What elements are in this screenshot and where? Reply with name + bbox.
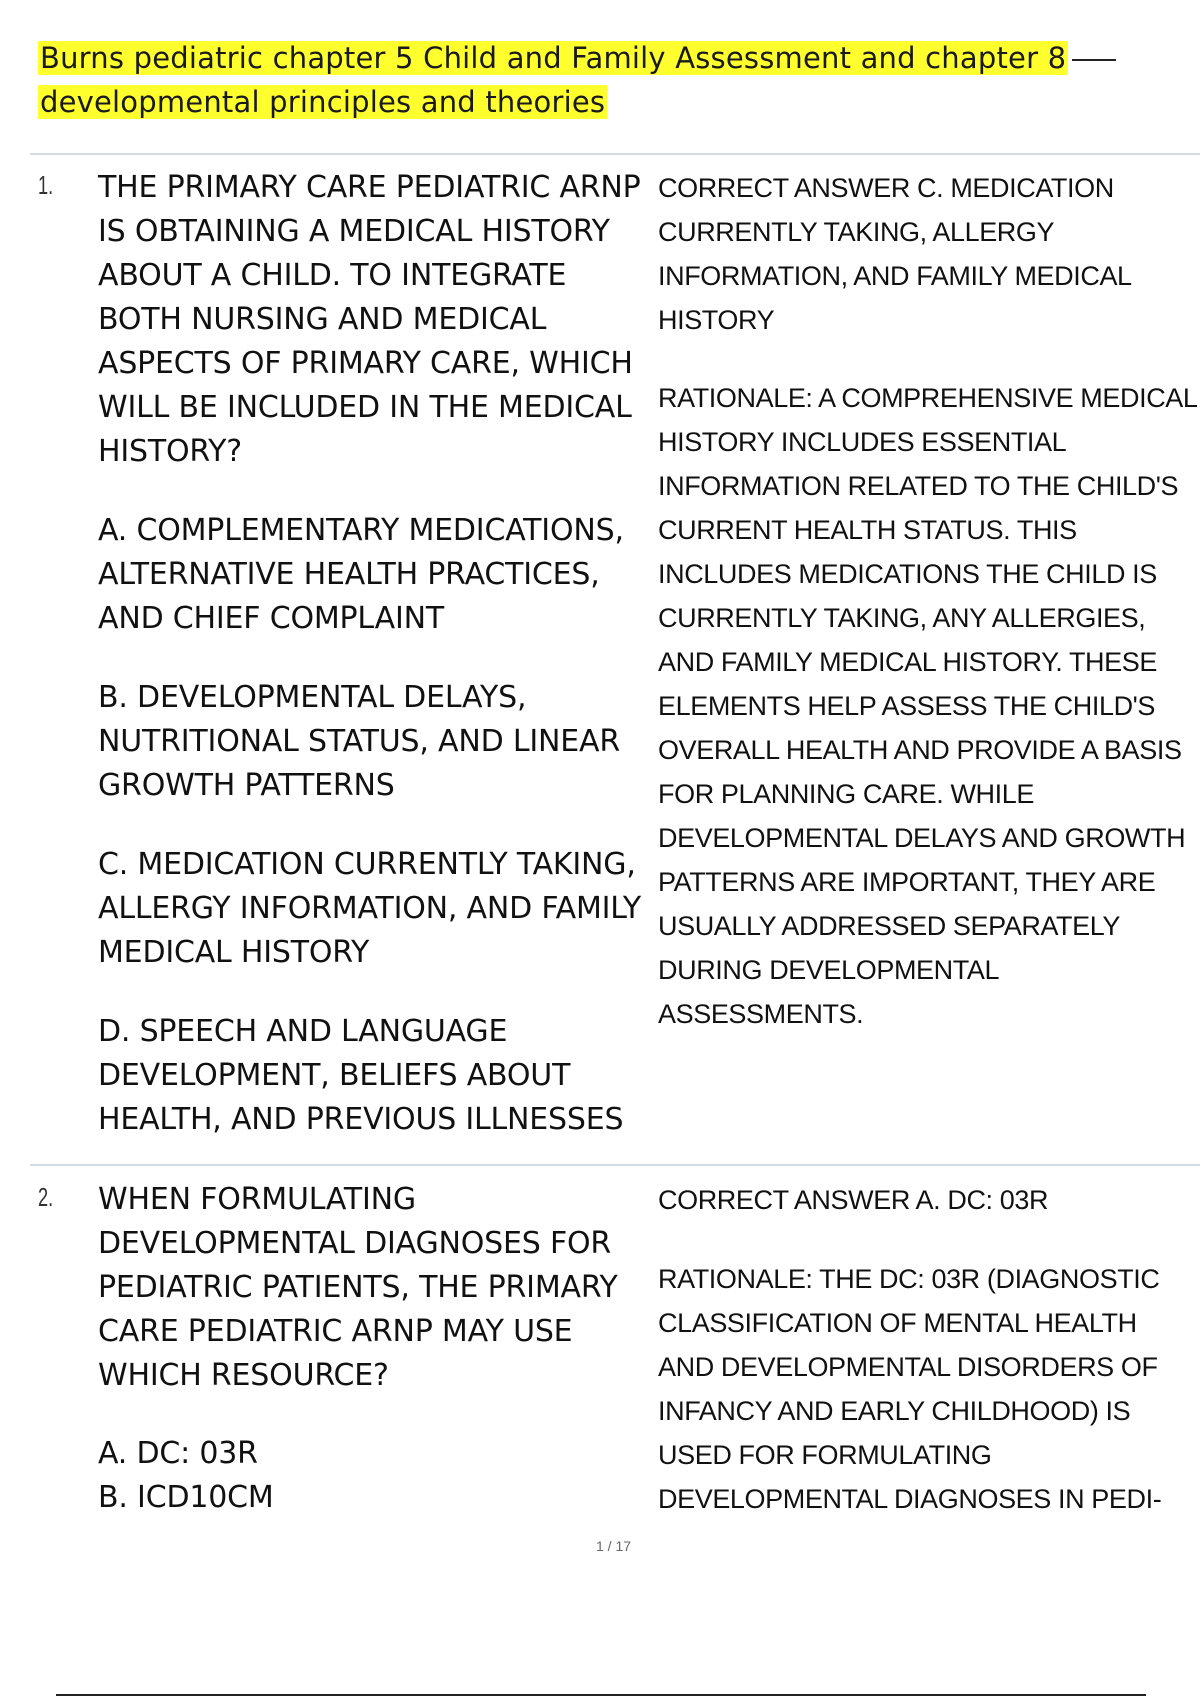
document-title	[38, 36, 1148, 124]
question-2-text: WHEN FORMULATING DEVELOPMENTAL DIAGNOSES FOR PEDIATRIC PATIENTS, THE PRIMARY CARE PEDIATRIC ARNP MAY USE WHICH RESOURCE?	[98, 1182, 618, 1393]
answer-2	[658, 1178, 1198, 1521]
answer-1	[658, 166, 1198, 1036]
question-number-1: 1.	[38, 170, 54, 200]
question-2	[98, 1178, 658, 1520]
question-1-option-d: D. SPEECH AND LANGUAGE DEVELOPMENT, BELIEFS ABOUT HEALTH, AND PREVIOUS ILLNESSES	[98, 1014, 624, 1137]
divider-top	[30, 153, 1200, 155]
title-dash	[1072, 59, 1116, 61]
question-1-option-c: C. MEDICATION CURRENTLY TAKING, ALLERGY INFORMATION, AND FAMILY MEDICAL HISTORY	[98, 847, 641, 970]
answer-1-rationale: RATIONALE: A COMPREHENSIVE MEDICAL HISTORY INCLUDES ESSENTIAL INFORMATION RELATED TO THE CHILD'S CURRENT HEALTH STATUS. THIS INCLUDES MEDICATIONS THE CHILD IS CURRENTLY TAKING, ANY ALLERGIES, AND FAMILY MEDICAL HISTORY. THESE ELEMENTS HELP ASSESS THE CHILD'S OVERALL HEALTH AND PROVIDE A BASIS FOR PLANNING CARE. WHILE DEVELOPMENTAL DELAYS AND GROWTH PATTERNS ARE IMPORTANT, THEY ARE USUALLY ADDRESSED SEPARATELY DURING DEVELOPMENTAL ASSESSMENTS.	[658, 383, 1197, 1029]
answer-2-rationale: RATIONALE: THE DC: 03R (DIAGNOSTIC CLASSIFICATION OF MENTAL HEALTH AND DEVELOPMENTAL DISORDERS OF INFANCY AND EARLY CHILDHOOD) IS USED FOR FORMULATING DEVELOPMENTAL DIAGNOSES IN PEDI-	[658, 1264, 1162, 1514]
title-line-1: Burns pediatric chapter 5 Child and Family Assessment and chapter 8	[40, 41, 1067, 75]
question-number-2: 2.	[38, 1182, 54, 1212]
title-line-2: developmental principles and theories	[40, 85, 606, 119]
answer-2-text: CORRECT ANSWER A. DC: 03R	[658, 1185, 1049, 1215]
answer-1-text: CORRECT ANSWER C. MEDICATION CURRENTLY TAKING, ALLERGY INFORMATION, AND FAMILY MEDICAL HISTORY	[658, 173, 1131, 335]
question-1-text: THE PRIMARY CARE PEDIATRIC ARNP IS OBTAINING A MEDICAL HISTORY ABOUT A CHILD. TO INTEGRATE BOTH NURSING AND MEDICAL ASPECTS OF PRIMARY CARE, WHICH WILL BE INCLUDED IN THE MEDICAL HISTORY?	[98, 170, 641, 469]
question-1-option-a: A. COMPLEMENTARY MEDICATIONS, ALTERNATIVE HEALTH PRACTICES, AND CHIEF COMPLAINT	[98, 513, 624, 636]
question-1-option-b: B. DEVELOPMENTAL DELAYS, NUTRITIONAL STATUS, AND LINEAR GROWTH PATTERNS	[98, 680, 620, 803]
question-2-option-a: A. DC: 03R	[98, 1436, 258, 1471]
page-number: 1 / 17	[596, 1538, 632, 1554]
divider-middle	[30, 1164, 1200, 1166]
question-1	[98, 166, 658, 1142]
divider-bottom	[56, 1694, 1146, 1696]
question-2-option-b: B. ICD10CM	[98, 1480, 274, 1515]
